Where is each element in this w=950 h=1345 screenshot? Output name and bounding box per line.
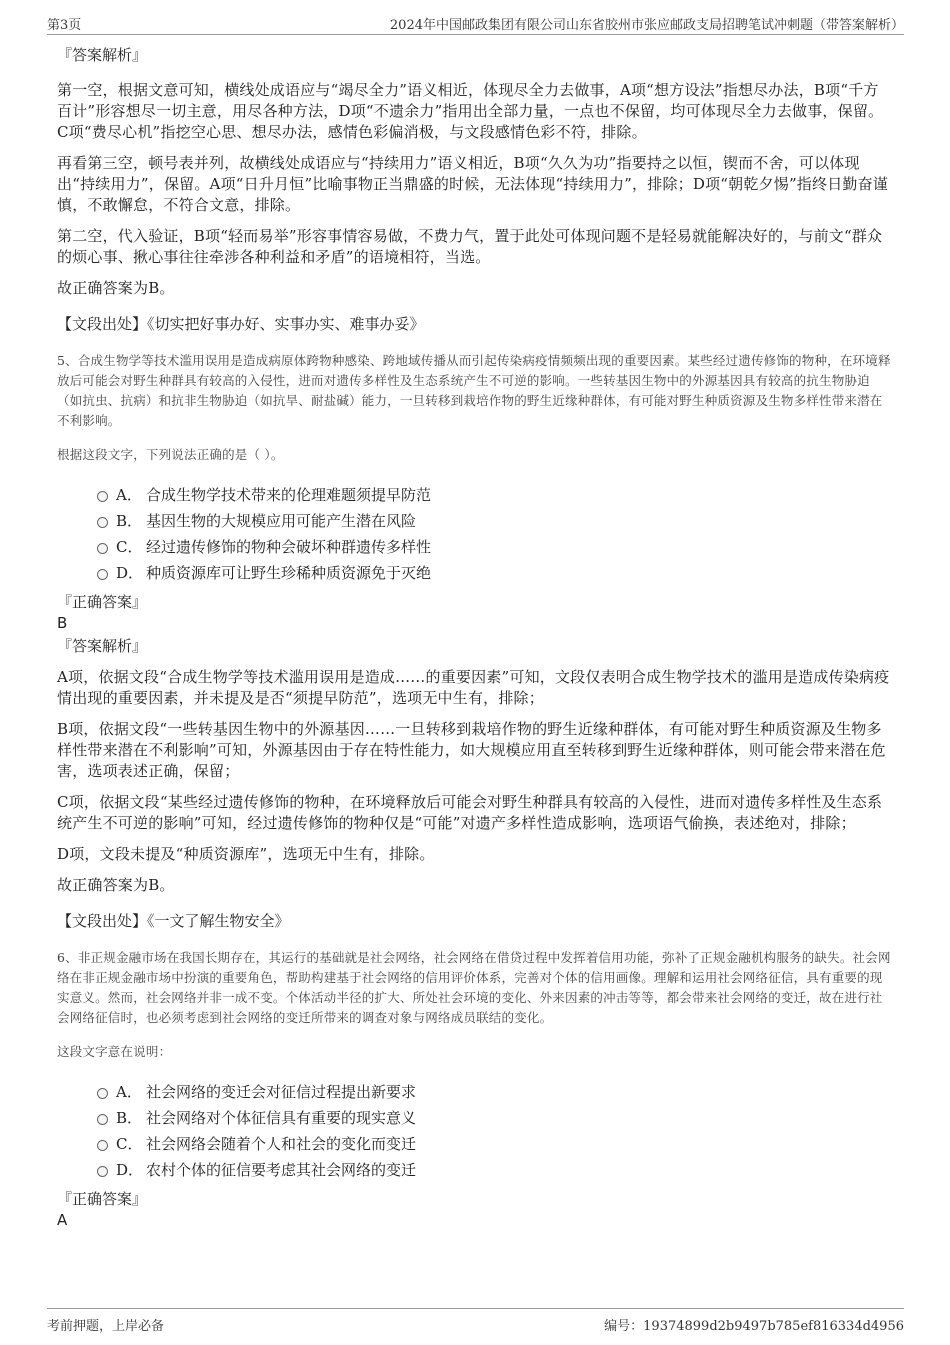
option-c[interactable] [97,533,892,559]
option-text: 基因生物的大规模应用可能产生潜在风险 [146,511,417,530]
page-header [47,12,904,35]
radio-icon[interactable] [97,1140,108,1151]
option-text: 经过遗传修饰的物种会破坏种群遗传多样性 [146,537,432,556]
footer-slogan: 考前押题，上岸必备 [47,1319,165,1334]
option-letter: D． [116,1160,144,1179]
question-stem: 这段文字意在说明： [57,1044,172,1059]
analysis-conclusion: 故正确答案为B。 [57,279,175,297]
analysis-paragraph: 第一空，根据文意可知，横线处成语应与“竭尽全力”语义相近，体现尽全力去做事，A项“想方设法”指想尽办法，B项“千方百计”形容想尽一切主意，用尽各种方法，D项“不遗余力”指用出全部力量，一点也不保留，均可体现尽全力去做事，保留。C项“费尽心机”指挖空心思、想尽办法，感情色彩偏消极，与文段感情色彩不符，排除。 [57,81,884,141]
analysis-paragraph: D项，文段未提及“种质资源库”，选项无中生有，排除。 [57,845,435,863]
source-citation: 【文段出处】《一文了解生物安全》 [57,912,290,930]
option-text: 农村个体的征信要考虑其社会网络的变迁 [146,1160,417,1179]
correct-answer: B [57,614,68,632]
analysis-paragraph: C项，依据文段“某些经过遗传修饰的物种，在环境释放后可能会对野生种群具有较高的入侵性，进而对遗传多样性及生态系统产生不可逆的影响”可知，经过遗传修饰的物种仅是“可能”对遗产多样性造成影响，选项语气偷换，表述绝对，排除； [57,793,883,832]
option-text: 社会网络对个体征信具有重要的现实意义 [146,1108,417,1127]
option-a[interactable] [97,1078,892,1104]
option-letter: D． [116,563,144,582]
source-citation: 【文段出处】《切实把好事办好、实事办实、难事办妥》 [57,315,425,333]
option-b[interactable] [97,1104,892,1130]
option-text: 社会网络的变迁会对征信过程提出新要求 [146,1082,417,1101]
radio-icon[interactable] [97,1114,108,1125]
options-list [97,1078,892,1182]
radio-icon[interactable] [97,1166,108,1177]
question-passage: 5、合成生物学等技术滥用误用是造成病原体跨物种感染、跨地域传播从而引起传染病疫情频频出现的重要因素。某些经过遗传修饰的物种，在环境释放后可能会对野生种群具有较高的入侵性，进而对遗传多样性及生态系统产生不可逆的影响。一些转基因生物中的外源基因具有较高的抗生物胁迫（如抗虫、抗病）和抗非生物胁迫（如抗旱、耐盐碱）能力，一旦转移到栽培作物的野生近缘种群体，有可能对野生种质资源及生物多样性带来潜在不利影响。 [57,353,891,428]
options-list [97,481,892,585]
radio-icon[interactable] [97,543,108,554]
option-letter: A． [116,1082,142,1101]
analysis-paragraph: 第二空，代入验证，B项“轻而易举”形容事情容易做，不费力气，置于此处可体现问题不是轻易就能解决好的，与前文“群众的烦心事、揪心事往往牵涉各种利益和矛盾”的语境相符，当选。 [57,227,883,266]
radio-icon[interactable] [97,1088,108,1099]
option-text: 社会网络会随着个人和社会的变化而变迁 [146,1134,417,1153]
option-d[interactable] [97,559,892,585]
question-stem: 根据这段文字，下列说法正确的是（ ）。 [57,447,284,462]
option-letter: B． [116,1108,143,1127]
analysis-label: 『答案解析』 [57,637,148,655]
analysis-paragraph: B项，依据文段“一些转基因生物中的外源基因……一旦转移到栽培作物的野生近缘种群体，有可能对野生种质资源及生物多样性带来潜在不利影响”可知，外源基因由于存在特性能力，如大规模应用直至转移到野生近缘种群体，则可能会带来潜在危害，选项表述正确，保留； [57,720,886,780]
option-d[interactable] [97,1156,892,1182]
analysis-conclusion: 故正确答案为B。 [57,876,175,894]
page-number: 第3页 [47,18,82,33]
document-title: 2024年中国邮政集团有限公司山东省胶州市张应邮政支局招聘笔试冲刺题（带答案解析） [389,18,904,33]
analysis-paragraph: A项，依据文段“合成生物学等技术滥用误用是造成……的重要因素”可知，文段仅表明合成生物学技术的滥用是造成传染病疫情出现的重要因素，并未提及是否“须提早防范”，选项无中生有，排除； [57,668,890,707]
document-id: 编号：19374899d2b9497b785ef816334d4956 [604,1319,904,1334]
radio-icon[interactable] [97,569,108,580]
page-content [57,44,892,1230]
option-text: 合成生物学技术带来的伦理难题须提早防范 [146,485,432,504]
correct-answer: A [57,1211,68,1229]
option-letter: C． [116,1134,143,1153]
question-passage: 6、非正规金融市场在我国长期存在，其运行的基础就是社会网络，社会网络在借贷过程中发挥着信用功能，弥补了正规金融机构服务的缺失。社会网络在非正规金融市场中扮演的重要角色，帮助构建基于社会网络的信用评价体系，完善对个体的信用画像。理解和运用社会网络征信，具有重要的现实意义。然而，社会网络并非一成不变。个体活动半径的扩大、所处社会环境的变化、外来因素的冲击等等，都会带来社会网络的变迁，故在进行社会网络征信时，也必须考虑到社会网络的变迁所带来的调查对象与网络成员联结的变化。 [57,950,891,1025]
radio-icon[interactable] [97,491,108,502]
analysis-label: 『答案解析』 [57,46,148,64]
option-b[interactable] [97,507,892,533]
page-footer [47,1308,904,1335]
option-text: 种质资源库可让野生珍稀种质资源免于灭绝 [146,563,432,582]
answer-label: 『正确答案』 [57,1190,148,1208]
option-letter: A． [116,485,142,504]
analysis-paragraph: 再看第三空，顿号表并列，故横线处成语应与“持续用力”语义相近，B项“久久为功”指要持之以恒，锲而不舍，可以体现出“持续用力”，保留。A项“日升月恒”比喻事物正当鼎盛的时候，无法体现“持续用力”，排除；D项“朝乾夕惕”指终日勤奋谨慎，不敢懈怠，不符合文意，排除。 [57,154,889,214]
option-a[interactable] [97,481,892,507]
answer-label: 『正确答案』 [57,593,148,611]
radio-icon[interactable] [97,517,108,528]
option-letter: C． [116,537,143,556]
option-letter: B． [116,511,143,530]
option-c[interactable] [97,1130,892,1156]
